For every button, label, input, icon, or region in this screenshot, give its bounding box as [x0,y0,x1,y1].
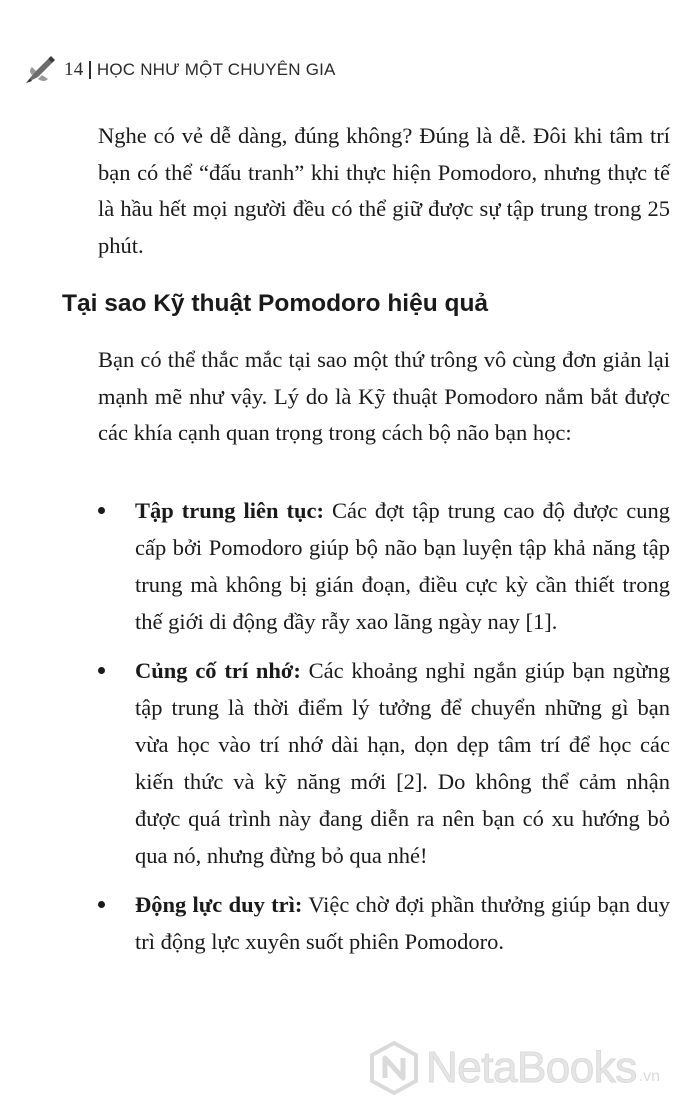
bullet-title: Tập trung liên tục: [135,498,324,523]
intro-paragraph: Nghe có vẻ dễ dàng, đúng không? Đúng là dễ. Đôi khi tâm trí bạn có thể “đấu tranh” khi thực hiện Pomodoro, nhưng thực tế là hầu hết mọi người đều có thể giữ được sự tập trung trong 25 phút. [98,123,670,258]
bullet-text: Các đợt tập trung cao độ được cung cấp bởi Pomodoro giúp bộ não bạn luyện tập khả năng tập trung mà không bị gián đoạn, điều cực kỳ cần thiết trong thế giới di động đầy rẫy xao lãng ngày nay [1]. [135,498,670,634]
watermark-brand: NetaBooks [426,1043,637,1092]
bullet-dot [98,507,105,514]
pencil-hand-icon [24,53,58,87]
bullet-dot [98,667,105,674]
bullet-title: Củng cố trí nhớ: [135,658,301,683]
bullet-item [98,652,670,874]
bullet-list [98,492,670,972]
bullet-text: Việc chờ đợi phần thưởng giúp bạn duy trì động lực xuyên suốt phiên Pomodoro. [135,892,670,954]
bullet-text: Các khoảng nghỉ ngắn giúp bạn ngừng tập trung là thời điểm lý tưởng để chuyển những gì bạn vừa học vào trí nhớ dài hạn, dọn dẹp tâm trí để học các kiến thức và kỹ năng mới [2]. Do không thể cảm nhận được quá trình này đang diễn ra nên bạn có xu hướng bỏ qua nó, nhưng đừng bỏ qua nhé! [135,658,670,868]
netabooks-logo-icon [366,1040,422,1096]
bullet-dot [98,901,105,908]
section-paragraph: Bạn có thể thắc mắc tại sao một thứ trông vô cùng đơn giản lại mạnh mẽ như vậy. Lý do là Kỹ thuật Pomodoro nắm bắt được các khía cạnh quan trọng trong cách bộ não bạn học: [98,347,670,445]
netabooks-watermark [366,1040,660,1096]
watermark-suffix: .vn [638,1068,661,1085]
header-text [64,59,336,81]
page-number: 14 [64,59,84,80]
bullet-item [98,886,670,960]
intro-block [98,118,670,264]
section-heading: Tại sao Kỹ thuật Pomodoro hiệu quả [62,290,489,317]
bullet-title: Động lực duy trì: [135,892,303,917]
bullet-item [98,492,670,640]
header-separator [89,61,91,79]
running-header [24,52,336,88]
book-title: HỌC NHƯ MỘT CHUYÊN GIA [96,60,336,79]
